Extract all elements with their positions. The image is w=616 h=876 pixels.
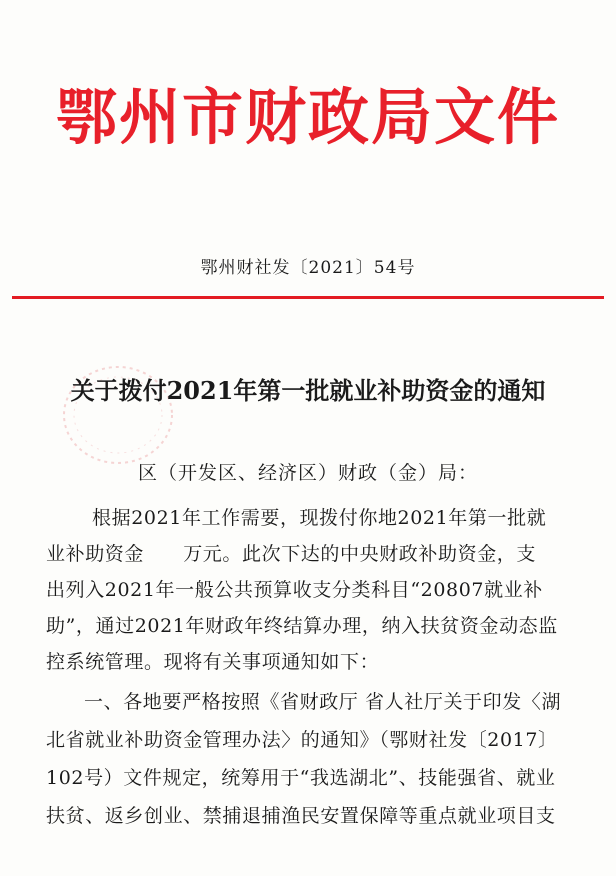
red-divider-rule [12, 296, 604, 299]
body-paragraph-line: 出列入2021年一般公共预算收支分类科目“20807就业补 [46, 579, 543, 601]
body-paragraph-line: 助”，通过2021年财政年终结算办理，纳入扶贫资金动态监 [46, 615, 558, 637]
notice-title: 关于拨付2021年第一批就业补助资金的通知 [70, 376, 546, 405]
body-paragraph-line: 102号）文件规定，统筹用于“我选湖北”、技能强省、就业 [46, 767, 556, 789]
body-paragraph-line: 扶贫、返乡创业、禁捕退捕渔民安置保障等重点就业项目支 [46, 805, 556, 827]
body-paragraph-line: 业补助资金 万元。此次下达的中央财政补助资金，支 [46, 543, 537, 565]
body-paragraph-line: 控系统管理。现将有关事项通知如下： [46, 651, 380, 673]
header-title: 鄂州市财政局文件 [55, 82, 560, 153]
body-paragraph-line: 一、各地要严格按照《省财政厅 省人社厅关于印发〈湖 [84, 691, 562, 713]
document-number: 鄂州财社发〔2021〕54号 [200, 258, 416, 278]
body-paragraph-line: 北省就业补助资金管理办法〉的通知》（鄂财社发〔2017〕 [46, 729, 558, 751]
body-paragraph-line: 根据2021年工作需要，现拨付你地2021年第一批就 [92, 507, 547, 529]
addressee-line: 区（开发区、经济区）财政（金）局： [138, 462, 479, 484]
